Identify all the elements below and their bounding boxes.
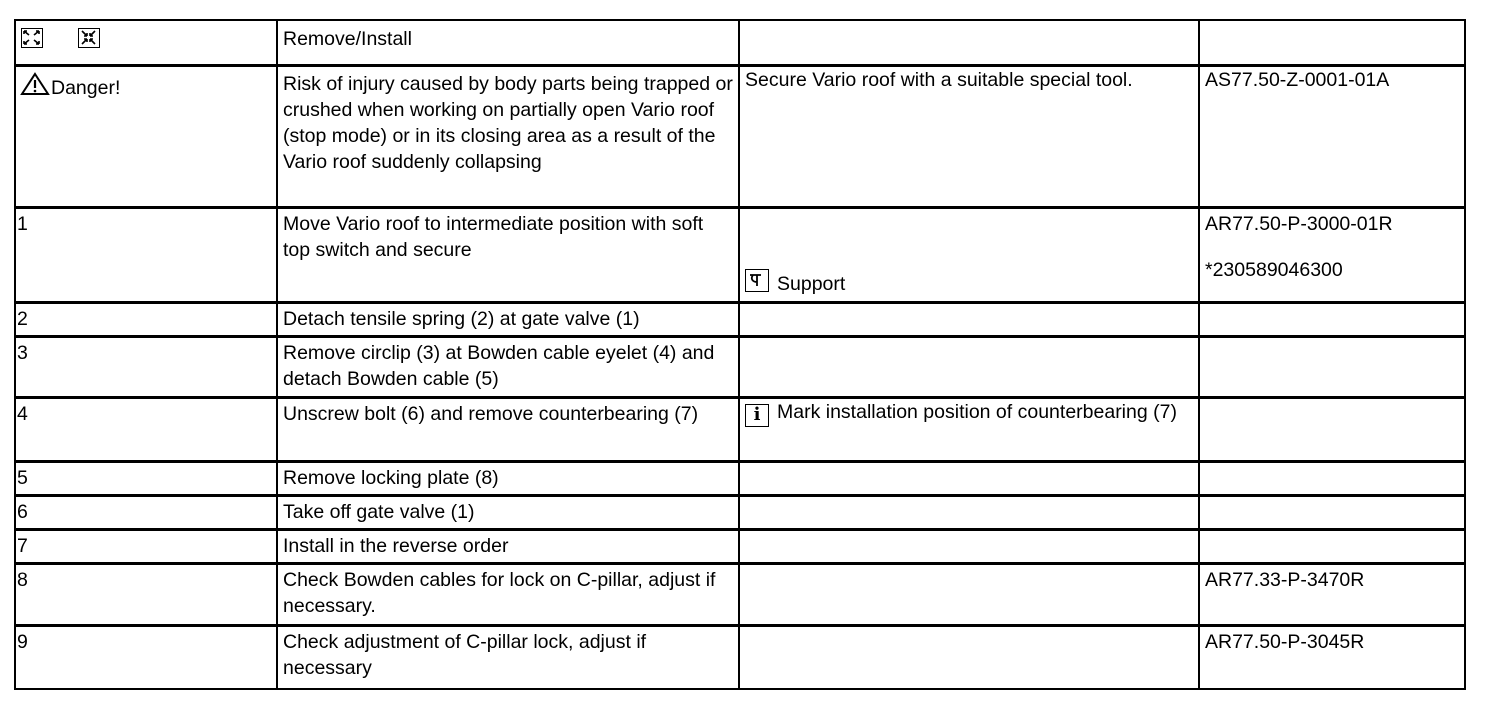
step-text: Check adjustment of C-pillar lock, adjust if necessary <box>277 625 739 689</box>
step-note-text: Mark installation position of counterbearing (7) <box>777 400 1177 423</box>
step-row-6 <box>15 495 1465 529</box>
step-note-cell <box>739 625 1199 689</box>
step-row-1 <box>15 207 1465 302</box>
danger-reference-link[interactable]: AS77.50-Z-0001-01A <box>1199 65 1465 207</box>
step-ref-cell <box>1199 207 1465 302</box>
step-ref-cell <box>1199 461 1465 495</box>
header-empty-cell <box>1199 20 1465 65</box>
header-icons-cell <box>15 20 277 65</box>
procedure-table <box>14 19 1466 690</box>
header-empty-cell <box>739 20 1199 65</box>
step-row-5 <box>15 461 1465 495</box>
danger-row <box>15 65 1465 207</box>
step-row-2 <box>15 302 1465 336</box>
header-row <box>15 20 1465 65</box>
step-ref-cell <box>1199 495 1465 529</box>
danger-label: Danger! <box>51 76 121 99</box>
step-number: 6 <box>15 495 277 529</box>
expand-arrows-icon[interactable] <box>21 28 43 48</box>
step-ref-cell <box>1199 336 1465 397</box>
step-row-7 <box>15 529 1465 563</box>
step-row-4 <box>15 397 1465 461</box>
step-note-cell <box>739 302 1199 336</box>
header-title: Remove/Install <box>277 20 739 65</box>
step-number: 5 <box>15 461 277 495</box>
step-note-text: Support <box>777 272 846 295</box>
danger-risk-text: Risk of injury caused by body parts being trapped or crushed when working on partially open Vario roof (stop mode) or in its closing area as a result of the Vario roof suddenly collapsing <box>277 65 739 207</box>
step-note-cell <box>739 529 1199 563</box>
danger-measure-text: Secure Vario roof with a suitable special tool. <box>739 65 1199 207</box>
step-number: 8 <box>15 563 277 625</box>
step-text: Unscrew bolt (6) and remove counterbearing (7) <box>277 397 739 461</box>
step-ref-link[interactable]: *230589046300 <box>1205 258 1343 281</box>
support-tool-icon <box>745 269 769 292</box>
step-note-cell <box>739 397 1199 461</box>
step-row-8 <box>15 563 1465 625</box>
step-text: Check Bowden cables for lock on C-pillar, adjust if necessary. <box>277 563 739 625</box>
step-number: 1 <box>15 207 277 302</box>
step-row-3 <box>15 336 1465 397</box>
step-ref-cell <box>1199 302 1465 336</box>
info-icon: i <box>745 404 769 427</box>
step-number: 9 <box>15 625 277 689</box>
step-number: 4 <box>15 397 277 461</box>
step-note-cell <box>739 336 1199 397</box>
step-ref-cell <box>1199 397 1465 461</box>
step-note-cell <box>739 461 1199 495</box>
step-ref-cell <box>1199 529 1465 563</box>
step-number: 2 <box>15 302 277 336</box>
step-text: Remove circlip (3) at Bowden cable eyelet (4) and detach Bowden cable (5) <box>277 336 739 397</box>
step-note-cell <box>739 563 1199 625</box>
step-ref-link[interactable]: AR77.33-P-3470R <box>1199 563 1465 625</box>
step-text: Install in the reverse order <box>277 529 739 563</box>
step-text: Remove locking plate (8) <box>277 461 739 495</box>
step-note-cell <box>739 495 1199 529</box>
warning-triangle-icon <box>20 72 50 96</box>
step-note-cell <box>739 207 1199 302</box>
step-row-9 <box>15 625 1465 689</box>
step-text: Move Vario roof to intermediate position with soft top switch and secure <box>277 207 739 302</box>
step-ref-link[interactable]: AR77.50-P-3045R <box>1199 625 1465 689</box>
step-number: 3 <box>15 336 277 397</box>
step-text: Detach tensile spring (2) at gate valve (1) <box>277 302 739 336</box>
step-text: Take off gate valve (1) <box>277 495 739 529</box>
danger-label-cell <box>15 65 277 207</box>
collapse-arrows-icon[interactable] <box>78 28 100 48</box>
step-number: 7 <box>15 529 277 563</box>
step-ref-link[interactable]: AR77.50-P-3000-01R <box>1205 212 1393 235</box>
